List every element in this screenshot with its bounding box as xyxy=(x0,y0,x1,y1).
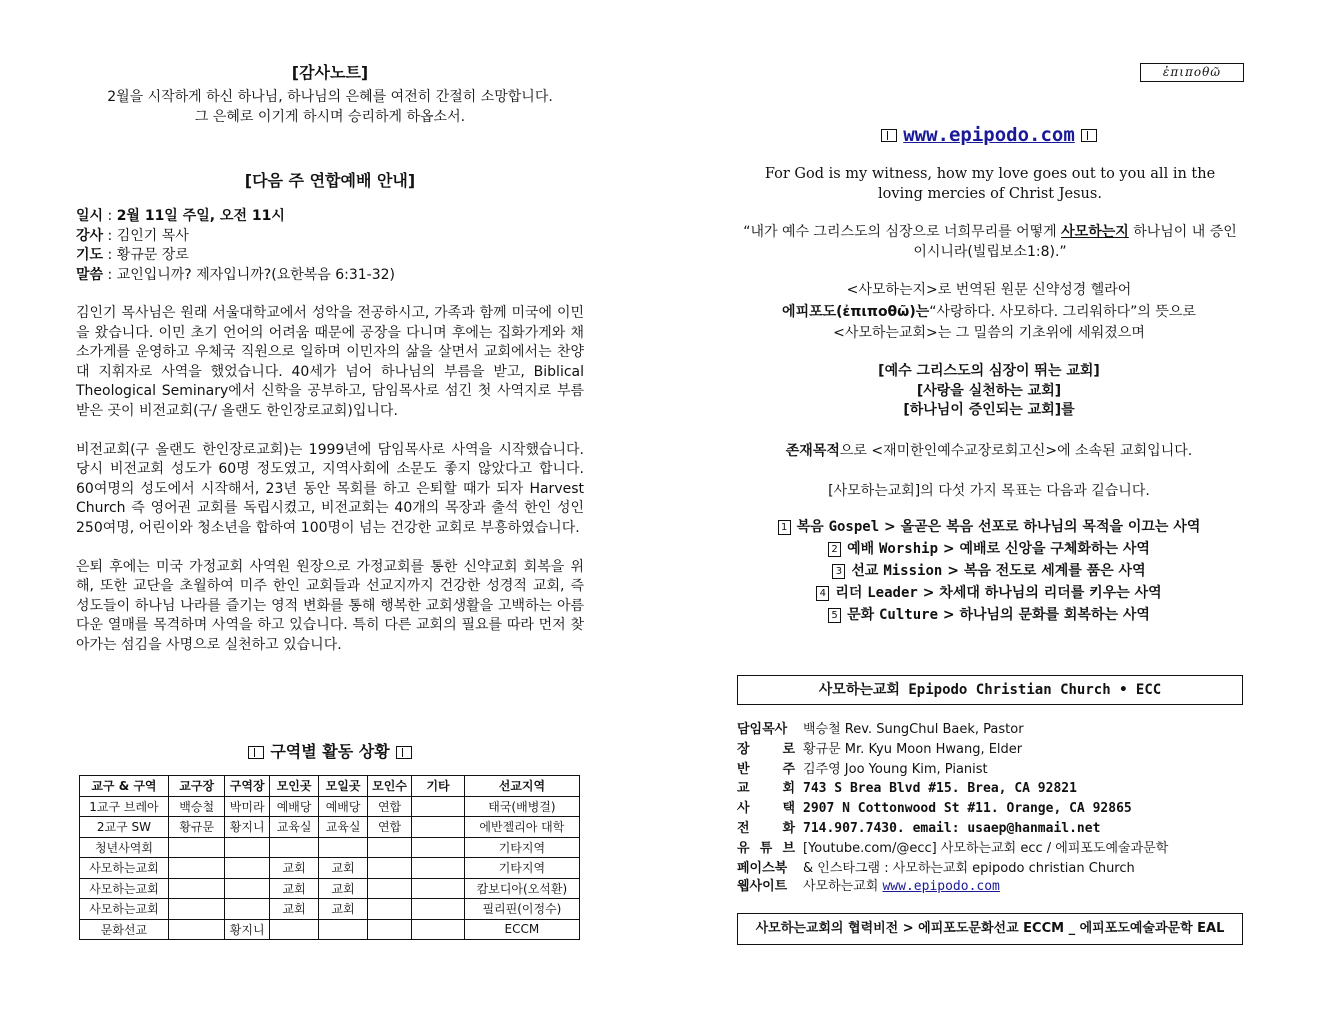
table-cell xyxy=(367,899,411,920)
church-mottos xyxy=(735,362,1243,421)
contact-label xyxy=(737,740,803,760)
table-cell xyxy=(412,817,465,838)
table-row xyxy=(80,858,580,879)
table-cell: 사모하는교회 xyxy=(80,858,169,879)
table-cell: 교회 xyxy=(319,899,367,920)
table-cell xyxy=(319,837,367,858)
contact-row xyxy=(737,779,1243,799)
contact-value: 김주영 Joo Young Kim, Pianist xyxy=(803,761,988,777)
verse-korean-part: 하나님이 내 증인이시니라(빌립보소1:8).” xyxy=(913,224,1237,260)
contact-label-char: 브 xyxy=(782,840,795,856)
goal-title-ko: 문화 xyxy=(847,607,875,623)
goal-item xyxy=(735,516,1243,538)
separator: : xyxy=(103,208,117,224)
table-cell xyxy=(367,919,411,940)
verse-english: For God is my witness, how my love goes out to you all in the loving mercies of Christ Jesus. xyxy=(764,166,1216,202)
service-info-value: 2월 11일 주일, 오전 11시 xyxy=(116,208,285,224)
purpose-text: 으로 <재미한인예수교장로회고신>에 소속된 교회입니다. xyxy=(839,443,1193,459)
goal-number-box: 1 xyxy=(778,520,791,535)
contact-label xyxy=(737,839,803,859)
table-cell xyxy=(367,858,411,879)
contact-value: 743 S Brea Blvd #15. Brea, CA 92821 xyxy=(803,781,1077,797)
table-cell: 예배당 xyxy=(269,796,318,817)
church-name-box xyxy=(737,675,1243,705)
contact-value: & 인스타그램 : 사모하는교회 epipodo christian Church xyxy=(803,860,1135,876)
table-cell: 황지니 xyxy=(225,817,269,838)
service-info-row xyxy=(76,266,584,286)
website-header-link[interactable]: www.epipodo.com xyxy=(903,124,1075,146)
zone-activity-table xyxy=(79,775,580,940)
bio-paragraph: 비전교회(구 올랜도 한인장로교회)는 1999년에 담임목사로 사역을 시작했습니다. 당시 비전교회 성도가 60명 정도였고, 지역사회에 소문도 좋지 않았다고 합니다. 60여명의 성도에서 시작해서, 23년 동안 목회를 하고 은퇴할 때가 되자 Harvest Church 즉 영어권 교회를 독립시켰고, 비전교회는 40개의 목장과 출석 한인 성인 250여명, 어린이와 청소년을 합하여 100명이 넘는 건강한 교회로 부흥하였습니다. xyxy=(76,441,584,536)
origin-meaning: “사랑하다. 사모하다. 그리워하다”의 뜻으로 xyxy=(929,303,1196,320)
contact-value: [Youtube.com/@ecc] 사모하는교회 ecc / 에피포도예술과문학 xyxy=(803,840,1169,856)
table-cell xyxy=(412,796,465,817)
table-cell xyxy=(168,878,225,899)
contact-value[interactable]: 714.907.7430. email: usaep@hanmail.net xyxy=(803,820,1101,836)
bio-paragraph: 김인기 목사님은 원래 서울대학교에서 성악을 전공하시고, 가족과 함께 미국에 이민을 왔습니다. 이민 초기 언어의 어려움 때문에 공장을 다니며 후에는 집화가게와 채소가게를 운영하고 우체국 직원으로 일하며 이민자의 삶을 살면서 교회에서는 찬양대 지휘자로 사역을 했었습니다. 40세가 넘어 하나님의 부름을 받고, Biblical Theological Seminary에서 신학을 공부하고, 담임목사로 섬긴 첫 사역지로 부름 받은 곳이 비전교회(구/ 올랜도 한인장로교회)입니다. xyxy=(76,305,584,419)
table-cell: 태국(배병걸) xyxy=(464,796,579,817)
contact-row xyxy=(737,799,1243,819)
table-cell: 교회 xyxy=(319,878,367,899)
table-cell xyxy=(225,858,269,879)
table-cell: 필리핀(이정수) xyxy=(464,899,579,920)
table-cell xyxy=(367,878,411,899)
contact-label-char: 로 xyxy=(782,741,795,757)
contact-info xyxy=(737,720,1243,878)
contact-row xyxy=(737,760,1243,780)
service-info-value: 교인입니까? 제자입니까?(요한복음 6:31-32) xyxy=(116,266,396,283)
bible-icon xyxy=(248,746,264,759)
website-header xyxy=(735,124,1243,146)
table-cell: 교회 xyxy=(269,878,318,899)
vision-box xyxy=(737,913,1243,945)
table-header-cell: 모일곳 xyxy=(319,776,367,797)
notes-body xyxy=(76,88,584,127)
service-title: [다음 주 연합예배 안내] xyxy=(244,171,416,190)
table-row xyxy=(80,878,580,899)
table-cell: 교육실 xyxy=(269,817,318,838)
table-cell: 교회 xyxy=(269,858,318,879)
goal-number-box: 2 xyxy=(828,542,841,557)
separator: : xyxy=(103,227,117,244)
motto: [사랑을 실천하는 교회] xyxy=(916,382,1062,399)
goal-number-box: 3 xyxy=(832,564,845,579)
goal-description: > 차세대 하나님의 리더를 키우는 사역 xyxy=(922,585,1162,601)
contact-value: 2907 N Cottonwood St #11. Orange, CA 92865 xyxy=(803,801,1132,817)
table-cell xyxy=(412,919,465,940)
contact-label-char: 반 xyxy=(737,761,750,777)
table-cell: 에반젤리아 대학 xyxy=(464,817,579,838)
notes-line: 2월을 시작하게 하신 하나님, 하나님의 은혜를 여전히 간절히 소망합니다. xyxy=(107,89,553,105)
contact-row xyxy=(737,720,1243,740)
table-cell: 청년사역회 xyxy=(80,837,169,858)
contact-label: 페이스북 xyxy=(737,860,788,876)
motto: [하나님이 증인되는 교회]를 xyxy=(903,402,1075,418)
service-info-label: 강사 xyxy=(76,227,104,244)
website-row xyxy=(737,877,1243,897)
service-info-label: 말씀 xyxy=(76,266,104,283)
goal-title-ko: 선교 xyxy=(851,563,879,579)
goal-item xyxy=(735,582,1243,604)
table-cell: 1교구 브레아 xyxy=(80,796,169,817)
goal-title-en: Worship xyxy=(879,541,939,557)
church-purpose xyxy=(735,440,1243,460)
purpose-label: 존재목적 xyxy=(785,443,840,459)
table-cell xyxy=(168,899,225,920)
table-cell xyxy=(168,837,225,858)
contact-label xyxy=(737,799,803,819)
table-cell: 교육실 xyxy=(319,817,367,838)
table-row xyxy=(80,817,580,838)
goal-number-box: 5 xyxy=(828,608,841,623)
goal-number-box: 4 xyxy=(816,586,829,601)
origin-line xyxy=(735,302,1243,324)
goal-description: > 예배로 신앙을 구체화하는 사역 xyxy=(942,541,1150,557)
table-header-cell: 모인곳 xyxy=(269,776,318,797)
table-cell: 문화선교 xyxy=(80,919,169,940)
table-cell xyxy=(168,858,225,879)
website-prefix: 사모하는교회 xyxy=(803,879,883,894)
contact-row xyxy=(737,839,1243,859)
table-cell: 기타지역 xyxy=(464,858,579,879)
table-cell: 기타지역 xyxy=(464,837,579,858)
goal-title-ko: 예배 xyxy=(847,541,875,557)
notes-title: [감사노트] xyxy=(291,63,369,82)
contact-label xyxy=(737,760,803,780)
table-header-cell: 교구 & 구역 xyxy=(80,776,169,797)
website-value xyxy=(803,877,1243,897)
table-cell: 백승철 xyxy=(168,796,225,817)
table-cell: 교회 xyxy=(269,899,318,920)
goal-title-ko: 복음 xyxy=(796,519,824,535)
table-cell xyxy=(412,899,465,920)
table-row xyxy=(80,796,580,817)
contact-label-char: 사 xyxy=(737,801,750,817)
goal-title-en: Mission xyxy=(883,563,943,579)
table-header-cell: 구역장 xyxy=(225,776,269,797)
goal-title-en: Leader xyxy=(867,585,918,601)
contact-label xyxy=(737,819,803,839)
goal-title-en: Culture xyxy=(879,607,939,623)
table-row xyxy=(80,919,580,940)
verse-keyword: 사모하는지 xyxy=(1061,224,1129,240)
service-info-row xyxy=(76,207,584,227)
verse-korean xyxy=(740,222,1240,262)
table-header-cell: 기타 xyxy=(412,776,465,797)
table-cell xyxy=(412,878,465,899)
service-info-label: 일시 xyxy=(76,208,104,224)
contact-row xyxy=(737,740,1243,760)
table-header-cell: 모인수 xyxy=(367,776,411,797)
table-cell xyxy=(269,837,318,858)
contact-row xyxy=(737,859,1243,879)
contact-label-char: 튜 xyxy=(759,840,773,856)
speaker-bio xyxy=(76,304,584,675)
goal-item xyxy=(735,538,1243,560)
contact-label-char: 전 xyxy=(737,820,750,836)
table-cell xyxy=(269,919,318,940)
table-cell xyxy=(412,837,465,858)
table-cell xyxy=(412,858,465,879)
contact-label xyxy=(737,779,803,799)
service-info-row xyxy=(76,227,584,247)
table-cell: 사모하는교회 xyxy=(80,878,169,899)
goals-list xyxy=(735,516,1243,626)
goal-title-en: Gospel xyxy=(828,519,880,535)
church-name: 사모하는교회 Epipodo Christian Church • ECC xyxy=(818,682,1162,698)
table-cell: 사모하는교회 xyxy=(80,899,169,920)
table-cell: 2교구 SW xyxy=(80,817,169,838)
table-cell: 예배당 xyxy=(319,796,367,817)
contact-label-char: 택 xyxy=(782,801,795,817)
activity-title: 구역별 활동 상황 xyxy=(270,742,390,761)
contact-value: 황규문 Mr. Kyu Moon Hwang, Elder xyxy=(803,741,1023,757)
bio-paragraph: 은퇴 후에는 미국 가정교회 사역원 원장으로 가정교회를 통한 신약교회 회복을 위해, 또한 교단을 초월하여 미주 한인 교회들과 선교지까지 건강한 성경적 교회, 즉 성도들이 하나님 나라를 즐기는 영적 변화를 통해 행복한 교회생활을 고백하는 아름다운 열매를 목격하며 사역을 하고 있습니다. 특히 다른 교회의 필요를 따라 먼저 찾아가는 섬김을 사명으로 실천하고 있습니다. xyxy=(76,558,584,653)
table-cell: 박미라 xyxy=(225,796,269,817)
table-cell xyxy=(225,837,269,858)
table-cell: ECCM xyxy=(464,919,579,940)
table-cell: 연합 xyxy=(367,817,411,838)
website-link[interactable]: www.epipodo.com xyxy=(882,879,1000,894)
goals-intro: [사모하는교회]의 다섯 가지 목표는 다음과 깉습니다. xyxy=(828,483,1150,499)
contact-label-char: 화 xyxy=(782,820,795,836)
bible-icon xyxy=(1081,129,1097,142)
activity-title-row xyxy=(76,739,584,762)
table-cell xyxy=(225,878,269,899)
table-row xyxy=(80,899,580,920)
table-cell xyxy=(168,919,225,940)
table-row xyxy=(80,837,580,858)
service-info-row xyxy=(76,246,584,266)
table-cell: 황지니 xyxy=(225,919,269,940)
service-info xyxy=(76,207,584,285)
contact-label-char: 유 xyxy=(737,840,750,856)
service-info-value: 김인기 목사 xyxy=(116,227,189,244)
origin-line: <사모하는지>로 번역된 원문 신약성경 헬라어 xyxy=(846,282,1132,298)
goal-description: > 하나님의 문화를 회복하는 사역 xyxy=(942,607,1150,623)
service-info-label: 기도 xyxy=(76,247,104,263)
table-cell: 황규문 xyxy=(168,817,225,838)
origin-line: <사모하는교회>는 그 밀씀의 기초위에 세워졌으며 xyxy=(833,325,1145,341)
contact-label-char: 장 xyxy=(737,741,750,757)
verse-korean-part: “내가 예수 그리스도의 심장으로 너희무리를 어떻게 xyxy=(743,224,1062,240)
contact-label: 담임목사 xyxy=(737,722,788,737)
table-cell: 캄보디아(오석환) xyxy=(464,878,579,899)
table-cell: 교회 xyxy=(319,858,367,879)
table-cell xyxy=(367,837,411,858)
greek-word-badge: ἐπιποθῶ xyxy=(1140,63,1244,82)
goal-title-ko: 리더 xyxy=(835,585,863,601)
bible-icon xyxy=(396,746,412,759)
notes-line: 그 은혜로 이기게 하시며 승리하게 하옵소서. xyxy=(194,108,466,125)
table-cell xyxy=(319,919,367,940)
contact-label-char: 교 xyxy=(737,781,750,797)
table-header-cell: 선교지역 xyxy=(464,776,579,797)
bible-icon xyxy=(881,129,897,142)
motto: [예수 그리스도의 심장이 뛰는 교회] xyxy=(878,363,1100,379)
table-header-cell: 교구장 xyxy=(168,776,225,797)
contact-label-char: 회 xyxy=(782,781,795,797)
origin-greek: 에피포도(ἐπιποθῶ)는 xyxy=(782,303,930,320)
contact-row xyxy=(737,819,1243,839)
contact-value: 백승철 Rev. SungChul Baek, Pastor xyxy=(803,722,1024,737)
contact-label-char: 주 xyxy=(782,761,795,777)
goal-item xyxy=(735,604,1243,626)
goal-description: > 올곧은 복음 선포로 하나님의 목적을 이끄는 사역 xyxy=(884,519,1201,535)
website-label: 웹사이트 xyxy=(737,879,788,894)
goal-description: > 복음 전도로 세계를 품은 사역 xyxy=(947,563,1146,579)
table-cell: 연합 xyxy=(367,796,411,817)
table-cell xyxy=(225,899,269,920)
goal-item xyxy=(735,560,1243,582)
name-origin xyxy=(735,280,1243,345)
vision-text: 사모하는교회의 협력비전 > 에피포도문화선교 ECCM _ 에피포도예술과문학 EAL xyxy=(755,921,1225,936)
service-info-value: 황규문 장로 xyxy=(116,247,189,263)
separator: : xyxy=(103,247,117,263)
separator: : xyxy=(103,266,117,283)
